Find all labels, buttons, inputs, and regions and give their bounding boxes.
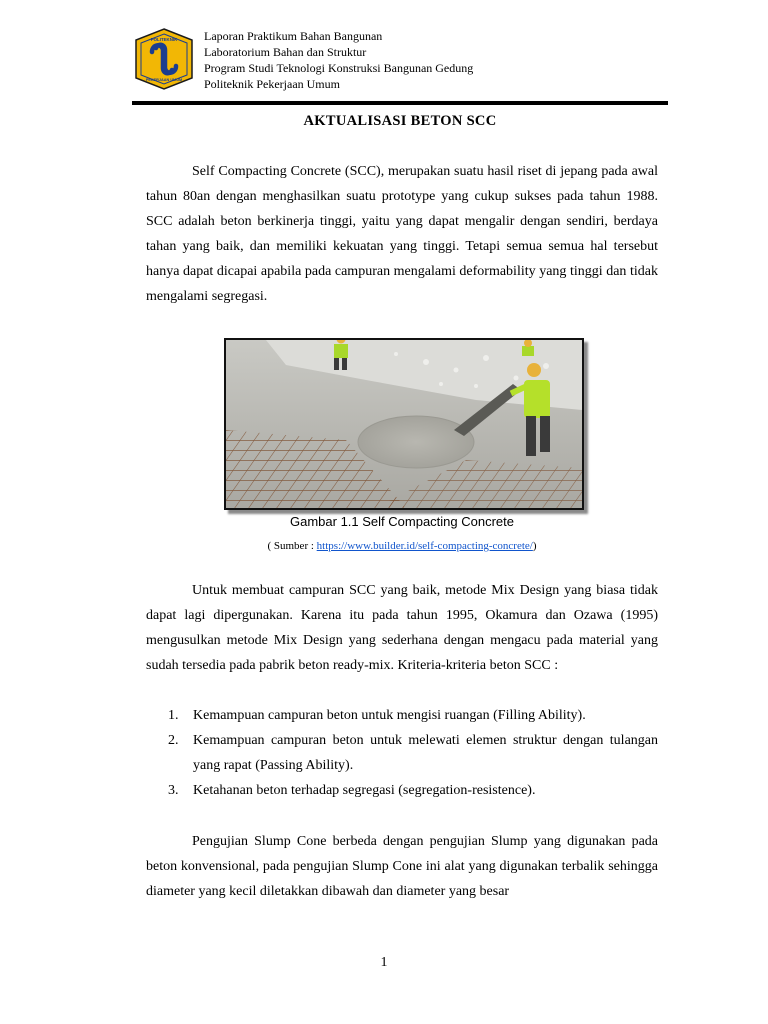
page-header	[132, 24, 668, 104]
header-text	[204, 28, 473, 92]
header-line-report: Laporan Praktikum Bahan Bangunan	[204, 29, 383, 43]
source-prefix: ( Sumber :	[267, 540, 317, 552]
paragraph-intro: Self Compacting Concrete (SCC), merupakan suatu hasil riset di jepang pada awal tahun 80an dengan menghasilkan suatu prototype yang cukup sukses pada tahun 1988. SCC adalah beton berkinerja tinggi, yaitu yang dapat mengalir dengan sendiri, berdaya tahan yang baik, dan memiliki kekuatan yang tinggi. Tetapi semua semua hal tersebut hanya dapat dicapai apabila pada campuran mengalami deformability yang tinggi dan tidak mengalami segregasi.	[146, 164, 658, 304]
list-item	[146, 728, 658, 778]
list-item	[146, 778, 658, 803]
header-divider	[132, 101, 668, 105]
document-title: AKTUALISASI BETON SCC	[303, 113, 497, 129]
header-line-program: Program Studi Teknologi Konstruksi Bangunan Gedung	[204, 61, 474, 75]
list-text: Kemampuan campuran beton untuk mengisi ruangan (Filling Ability).	[193, 708, 586, 723]
paragraph-mix-design: Untuk membuat campuran SCC yang baik, metode Mix Design yang biasa tidak dapat lagi dipergunakan. Karena itu pada tahun 1995, Okamura dan Ozawa (1995) mengusulkan metode Mix Design yang sederhana dengan mengacu pada material yang sudah tersedia pada pabrik beton ready-mix. Kriteria-kriteria beton SCC :	[146, 583, 658, 673]
figure-caption: Gambar 1.1 Self Compacting Concrete	[290, 514, 514, 529]
criteria-list	[146, 703, 658, 803]
list-number: 1.	[168, 708, 179, 723]
paragraph-slump-cone: Pengujian Slump Cone berbeda dengan pengujian Slump yang digunakan pada beton konvensional, pada pengujian Slump Cone ini alat yang digunakan terbalik sehingga diameter yang kecil diletakkan dibawah dan diameter yang besar	[146, 834, 658, 899]
header-line-institution: Politeknik Pekerjaan Umum	[204, 77, 340, 91]
list-item	[146, 703, 658, 728]
header-line-lab: Laboratorium Bahan dan Struktur	[204, 45, 367, 59]
politeknik-pu-logo	[132, 28, 196, 90]
list-number: 2.	[168, 733, 179, 748]
source-suffix: )	[532, 540, 537, 552]
page-number: 1	[380, 955, 388, 970]
scc-photo	[224, 338, 584, 510]
logo-text-bottom: PEKERJAAN UMUM	[145, 78, 183, 82]
list-text: Kemampuan campuran beton untuk melewati elemen struktur dengan tulangan yang rapat (Passing Ability).	[193, 733, 658, 773]
source-link[interactable]: https://www.builder.id/self-compacting-concrete/	[316, 540, 533, 552]
list-text: Ketahanan beton terhadap segregasi (segregation-resistence).	[193, 783, 536, 798]
list-number: 3.	[168, 783, 179, 798]
figure-source	[146, 540, 658, 552]
logo-text-top: POLITEKNIK	[150, 37, 178, 42]
concrete-pour-image	[226, 340, 582, 508]
